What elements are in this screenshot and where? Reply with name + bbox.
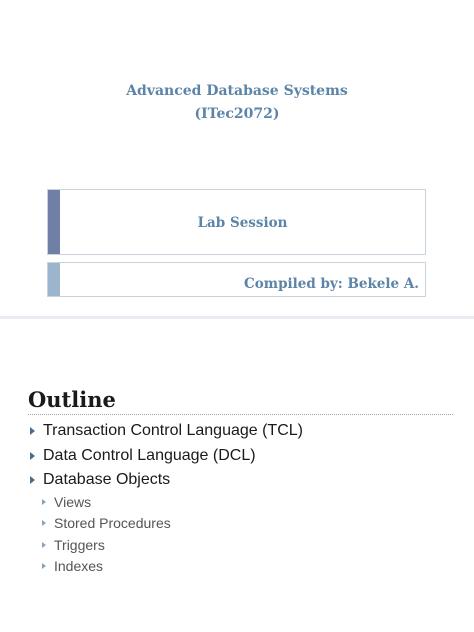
outline-item-dcl — [30, 447, 256, 465]
outline-subitem-stored-procedures — [42, 515, 171, 531]
bullet-arrow-icon — [42, 542, 46, 548]
outline-subitem-views — [42, 494, 91, 510]
outline-item-tcl — [30, 422, 303, 440]
bullet-arrow-icon — [42, 563, 46, 569]
author-accent-bar — [48, 263, 60, 296]
outline-item-label: Database Objects — [43, 471, 171, 488]
outline-subitem-triggers — [42, 537, 105, 553]
session-label: Lab Session — [197, 215, 288, 231]
outline-heading: Outline — [28, 387, 116, 412]
bullet-arrow-icon — [30, 452, 35, 460]
bullet-arrow-icon — [30, 476, 35, 484]
course-title: Advanced Database Systems — [126, 83, 348, 99]
outline-subitem-label: Stored Procedures — [54, 515, 171, 531]
author-box — [47, 262, 426, 297]
outline-item-label: Transaction Control Language (TCL) — [43, 422, 303, 439]
session-box — [47, 189, 426, 255]
bullet-arrow-icon — [30, 427, 35, 435]
bullet-arrow-icon — [42, 499, 46, 505]
outline-slide — [0, 319, 474, 632]
outline-item-label: Data Control Language (DCL) — [43, 447, 256, 464]
outline-item-db-objects — [30, 471, 170, 489]
author-label: Compiled by: Bekele A. — [244, 276, 419, 292]
outline-subitem-label: Triggers — [54, 537, 105, 553]
outline-subitem-label: Views — [54, 494, 92, 510]
outline-rule — [28, 414, 453, 415]
outline-subitem-label: Indexes — [54, 558, 104, 574]
bullet-arrow-icon — [42, 520, 46, 526]
outline-subitem-indexes — [42, 558, 103, 574]
course-code: (ITec2072) — [194, 106, 280, 122]
